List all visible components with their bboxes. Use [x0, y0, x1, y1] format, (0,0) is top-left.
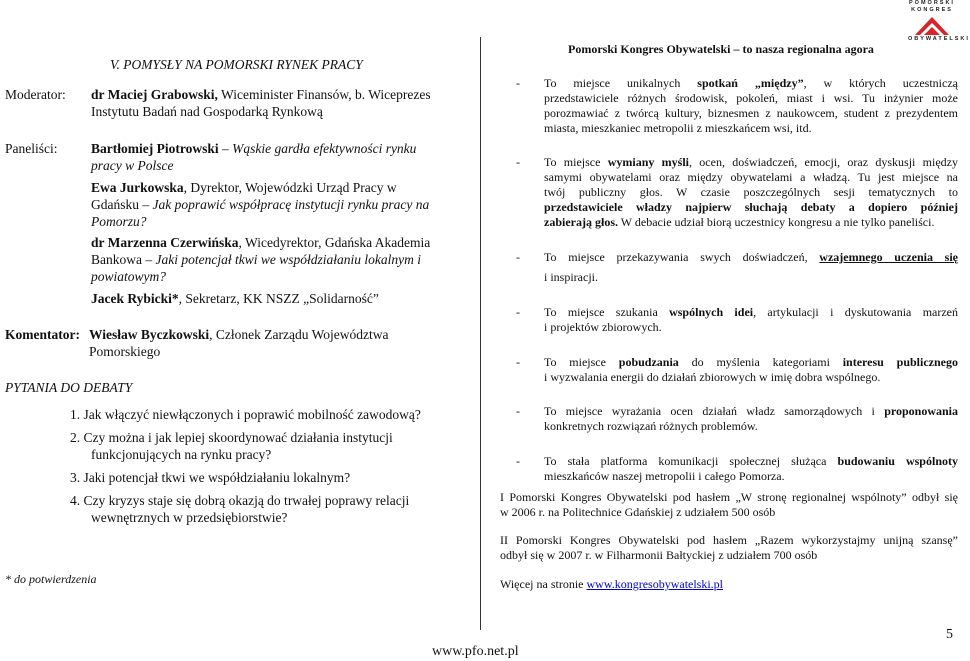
panelist-2-desc-2: Gdańsku – [91, 197, 153, 212]
panelist-4 [91, 290, 476, 307]
bullet-7: - To stała platforma komunikacji społecznej służąca budowaniu wspólnoty mieszkańców naszej metropolii i całego Pomorza. [516, 454, 958, 483]
logo-roof-icon [913, 14, 951, 36]
panelist-3-title: Jaki potencjał tkwi we współdziałaniu lokalnym i [155, 252, 421, 267]
question-1-text: Jak włączyć niewłączonych i poprawić mobilność zawodową? [83, 407, 421, 422]
moderator-desc: Wiceminister Finansów, b. Wiceprezes [217, 87, 431, 102]
bullet-1: - To miejsce unikalnych spotkań „między”, w których uczestniczą przedstawiciele różnych środowisk, pokoleń, miast i wsi. Tu inżynier może porozmawiać z twórcą kultury, biznesmen z naukowcem, student z prezydentem miasta, mieszkaniec metropolii z mieszkańcem wsi, itd. [516, 76, 958, 135]
question-1-number: 1. [70, 407, 81, 422]
footnote: * do potwierdzenia [5, 572, 97, 586]
panelist-2 [91, 179, 476, 230]
logo-line-2: KONGRES [911, 6, 953, 13]
logo-line-3: OBYWATELSKI [908, 36, 970, 42]
bullet-3: - To miejsce przekazywania swych doświadczeń, wzajemnego uczenia się i inspiracji. [516, 250, 958, 284]
panelist-2-title: Jak poprawić współpracę instytucji rynku pracy na [152, 197, 430, 212]
panelist-2-name: Ewa Jurkowska [91, 180, 184, 195]
panelist-1-title-2: pracy w Polsce [91, 158, 174, 173]
moderator-name: dr Maciej Grabowski, [91, 87, 218, 102]
question-3-number: 3. [70, 470, 81, 485]
question-3 [70, 469, 470, 486]
questions-title: PYTANIA DO DEBATY [5, 380, 133, 395]
panelists-label: Paneliści: [5, 141, 58, 156]
question-2-number: 2. [70, 430, 81, 445]
panelist-4-desc: , Sekretarz, KK NSZZ „Solidarność” [178, 291, 379, 306]
page-number: 5 [946, 627, 953, 642]
bullet-list [516, 76, 958, 484]
panelist-2-desc: , Dyrektor, Wojewódzki Urząd Pracy w [183, 180, 397, 195]
logo-line-1: POMORSKI [909, 0, 955, 6]
panelist-1-title: – Wąskie gardła efektywności rynku [218, 141, 417, 156]
congress-1-paragraph: I Pomorski Kongres Obywatelski pod hasłem „W stronę regionalnej wspólnoty” odbył się w 2006 r. na Politechnice Gdańskiej z udziałem 500 osób [500, 490, 958, 519]
panelist-3-name: dr Marzenna Czerwińska [91, 235, 239, 250]
commentator-desc: , Członek Zarządu Województwa [209, 327, 389, 342]
question-4-number: 4. [70, 493, 81, 508]
panelist-3-title-2: powiatowym? [91, 269, 167, 284]
question-4-text: Czy kryzys staje się dobrą okazją do trwałej poprawy relacji [83, 493, 410, 508]
bullet-5: - To miejsce pobudzania do myślenia kategoriami interesu publicznego i wyzwalania energii do działań zbiorowych w imię dobra wspólnego. [516, 355, 958, 384]
bullet-4: - To miejsce szukania wspólnych idei, artykulacji i dyskutowania marzeń i projektów zbiorowych. [516, 305, 959, 334]
panelist-1-name: Bartłomiej Piotrowski [91, 141, 219, 156]
question-2-text-2: funkcjonujących na rynku pracy? [91, 447, 272, 462]
footer-url: www.pfo.net.pl [432, 644, 519, 659]
question-1 [70, 406, 470, 423]
logo [908, 0, 970, 43]
panelist-3-desc-2: Bankowa – [91, 252, 156, 267]
more-info: Więcej na stronie www.kongresobywatelski.pl [500, 577, 724, 591]
question-4-text-2: wewnętrznych w przedsiębiorstwie? [91, 510, 288, 525]
commentator-entry [89, 326, 474, 360]
section-title: V. POMYSŁY NA POMORSKI RYNEK PRACY [110, 57, 363, 72]
congress-2-paragraph: II Pomorski Kongres Obywatelski pod hasłem „Razem wykorzystajmy unijną szansę” odbył się w 2007 r. w Filharmonii Bałtyckiej z udziałem 700 osób [500, 533, 958, 562]
moderator-entry [91, 86, 476, 120]
question-4 [70, 492, 470, 526]
commentator-label: Komentator: [5, 327, 80, 342]
panelist-3-desc: , Wicedyrektor, Gdańska Akademia [238, 235, 431, 250]
moderator-label: Moderator: [5, 87, 66, 102]
commentator-name: Wiesław Byczkowski [89, 327, 210, 342]
kongres-website-link[interactable]: www.kongresobywatelski.pl [586, 577, 724, 591]
panelist-4-name: Jacek Rybicki* [91, 291, 179, 306]
question-2 [70, 429, 470, 463]
question-3-text: Jaki potencjał tkwi we współdziałaniu lokalnym? [83, 470, 351, 485]
agora-heading: Pomorski Kongres Obywatelski – to nasza regionalna agora [568, 42, 874, 56]
commentator-desc-2: Pomorskiego [89, 344, 161, 359]
panelist-3 [91, 234, 476, 285]
panelist-2-title-2: Pomorzu? [91, 214, 147, 229]
bullet-6: - To miejsce wyrażania ocen działań władz samorządowych i proponowania konkretnych rozwiązań różnych problemów. [516, 404, 958, 433]
bullet-2: - To miejsce wymiany myśli, ocen, doświadczeń, emocji, oraz dyskusji między samymi obywatelami oraz między obywatelami a władzą. Tu jest miejsce na twój publiczny głos. W czasie poszczególnych sesji tematycznych to przedstawiciele władzy najpierw słuchają debaty a dopiero później zabierają głos. W debacie udział biorą uczestnicy kongresu a nie tylko paneliści. [516, 155, 958, 229]
panelist-1 [91, 140, 476, 174]
moderator-desc-2: Instytutu Badań nad Gospodarką Rynkową [91, 104, 323, 119]
column-divider [480, 37, 481, 630]
question-2-text: Czy można i jak lepiej skoordynować działania instytucji [83, 430, 393, 445]
